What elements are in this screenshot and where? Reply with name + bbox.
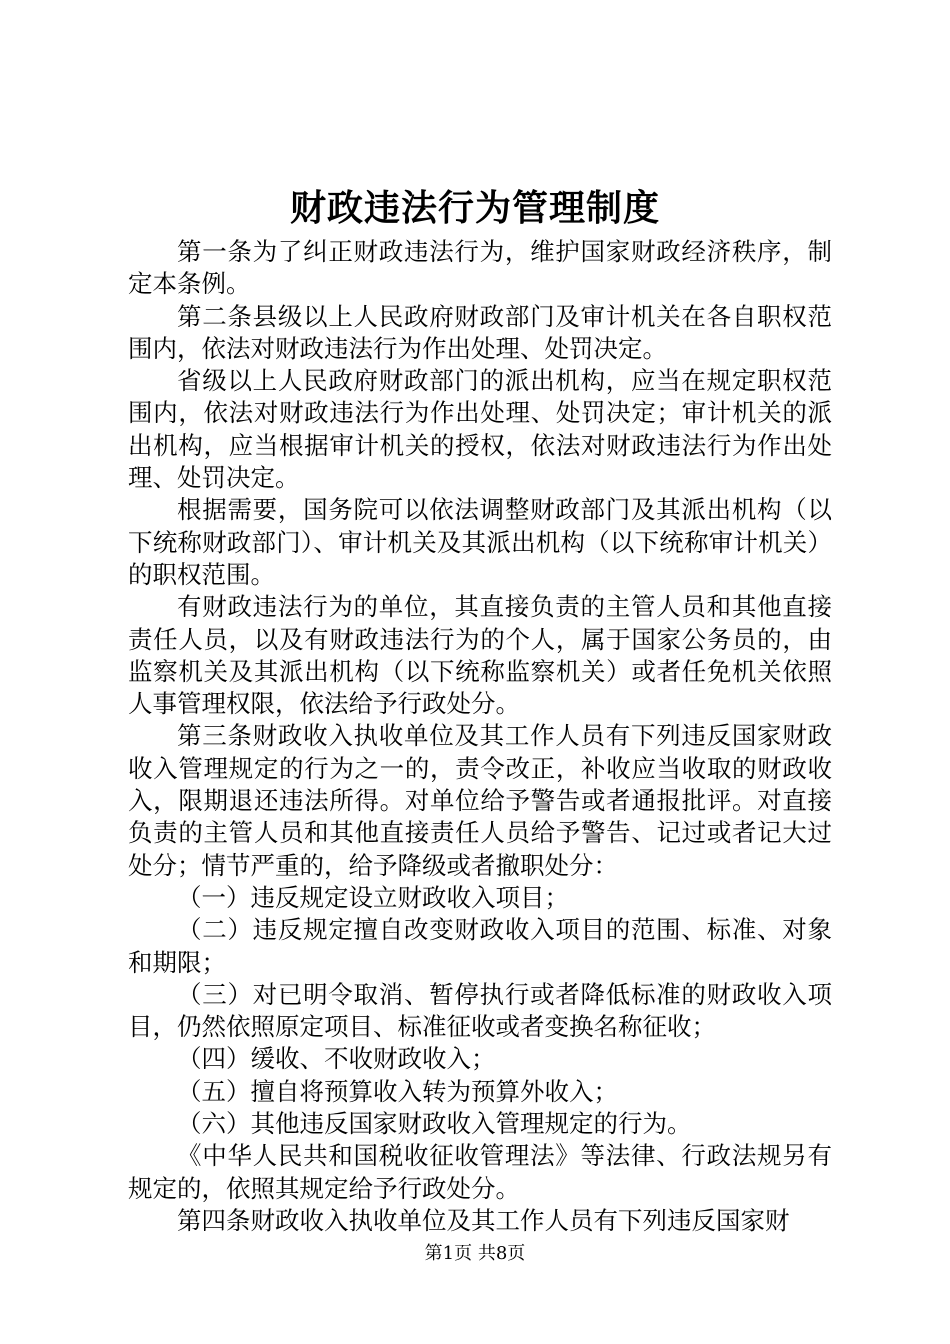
- list-item-3: （三）对已明令取消、暂停执行或者降低标准的财政收入项目，仍然依照原定项目、标准征收或者变换名称征收；: [128, 979, 832, 1042]
- list-item-4: （四）缓收、不收财政收入；: [177, 1044, 496, 1074]
- paragraph-provincial-agencies: 省级以上人民政府财政部门的派出机构，应当在规定职权范围内，依法对财政违法行为作出处理、处罚决定；审计机关的派出机构，应当根据审计机关的授权，依法对财政违法行为作出处理、处罚决定。: [128, 366, 832, 493]
- paragraph-administrative-sanction: 有财政违法行为的单位，其直接负责的主管人员和其他直接责任人员，以及有财政违法行为的个人，属于国家公务员的，由监察机关及其派出机构（以下统称监察机关）或者任免机关依照人事管理权限，依法给予行政处分。: [128, 592, 832, 719]
- document-title: 财政违法行为管理制度: [289, 187, 660, 229]
- document-body: [128, 236, 832, 1237]
- list-item-6: （六）其他违反国家财政收入管理规定的行为。: [177, 1109, 692, 1139]
- paragraph-article-4: 第四条财政收入执收单位及其工作人员有下列违反国家财: [177, 1205, 790, 1235]
- paragraph-article-2: 第二条县级以上人民政府财政部门及审计机关在各自职权范围内，依法对财政违法行为作出处理、处罚决定。: [128, 301, 832, 363]
- paragraph-tax-law-reference: 《中华人民共和国税收征收管理法》等法律、行政法规另有规定的，依照其规定给予行政处分。: [128, 1141, 832, 1203]
- list-item-5: （五）擅自将预算收入转为预算外收入；: [177, 1076, 618, 1106]
- paragraph-state-council-adjustment: 根据需要，国务院可以依法调整财政部门及其派出机构（以下统称财政部门）、审计机关及其派出机构（以下统称审计机关）的职权范围。: [128, 495, 832, 589]
- list-item-1: （一）违反规定设立财政收入项目；: [177, 882, 569, 912]
- paragraph-article-3: 第三条财政收入执收单位及其工作人员有下列违反国家财政收入管理规定的行为之一的，责令改正，补收应当收取的财政收入，限期退还违法所得。对单位给予警告或者通报批评。对直接负责的主管人员和其他直接责任人员给予警告、记过或者记大过处分；情节严重的，给予降级或者撤职处分：: [128, 721, 832, 880]
- list-item-2: （二）违反规定擅自改变财政收入项目的范围、标准、对象和期限；: [128, 915, 832, 977]
- paragraph-article-1: 第一条为了纠正财政违法行为，维护国家财政经济秩序，制定本条例。: [128, 237, 832, 299]
- page-footer: 第1页 共8页: [424, 1243, 526, 1264]
